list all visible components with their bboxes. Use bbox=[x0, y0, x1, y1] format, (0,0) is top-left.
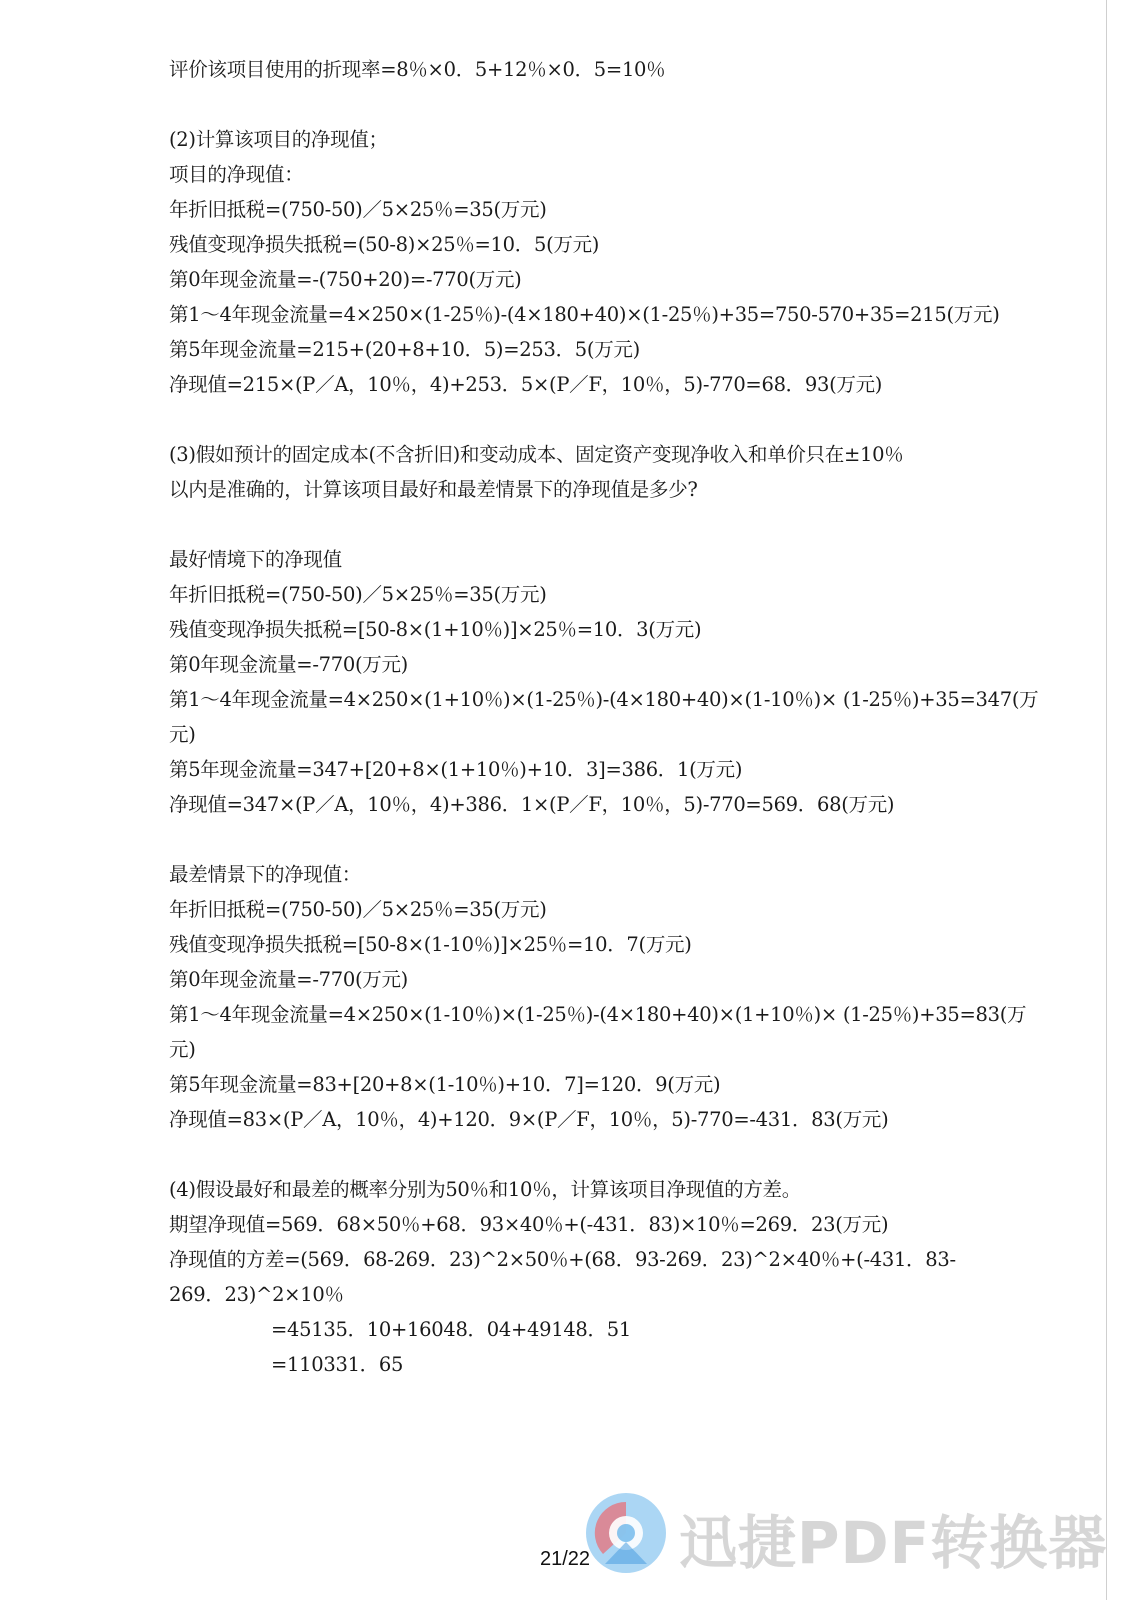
paragraph-gap bbox=[169, 822, 1009, 857]
text-line: 第5年现金流量=215+(20+8+10．5)=253．5(万元) bbox=[169, 338, 640, 361]
text-line: 第0年现金流量=-770(万元) bbox=[169, 653, 408, 676]
text-line: 净现值的方差=(569．68-269．23)^2×50％+(68．93-269．23)^2×40％+(-431．83- bbox=[169, 1248, 956, 1271]
text-line: 年折旧抵税=(750-50)／5×25％=35(万元) bbox=[169, 583, 547, 606]
text-line: 第0年现金流量=-770(万元) bbox=[169, 968, 408, 991]
text-line: 年折旧抵税=(750-50)／5×25％=35(万元) bbox=[169, 898, 547, 921]
text-line: 第1～4年现金流量=4×250×(1-10％)×(1-25％)-(4×180+40)×(1+10％)× (1-25％)+35=83(万 bbox=[169, 1003, 1027, 1026]
document-body bbox=[169, 52, 1039, 1382]
text-line: 净现值=215×(P／A，10％，4)+253．5×(P／F，10％，5)-770=68．93(万元) bbox=[169, 373, 883, 396]
paragraph-gap bbox=[169, 87, 1009, 122]
section-heading: (3)假如预计的固定成本(不含折旧)和变动成本、固定资产变现净收入和单价只在±10％ bbox=[169, 443, 904, 466]
text-line: 残值变现净损失抵税=(50-8)×25％=10．5(万元) bbox=[169, 233, 600, 256]
text-line: =45135．10+16048．04+49148．51 bbox=[271, 1318, 631, 1341]
text-line: 净现值=347×(P／A，10％，4)+386．1×(P／F，10％，5)-770=569．68(万元) bbox=[169, 793, 895, 816]
text-line: 第0年现金流量=-(750+20)=-770(万元) bbox=[169, 268, 522, 291]
section-heading: (2)计算该项目的净现值； bbox=[169, 128, 388, 151]
page-number: 21/22 bbox=[539, 1548, 591, 1570]
section-heading: (4)假设最好和最差的概率分别为50％和10％，计算该项目净现值的方差。 bbox=[169, 1178, 801, 1201]
text-line: 第1～4年现金流量=4×250×(1+10％)×(1-25％)-(4×180+40)×(1-10％)× (1-25％)+35=347(万 bbox=[169, 688, 1039, 711]
section-heading: 以内是准确的，计算该项目最好和最差情景下的净现值是多少? bbox=[169, 478, 698, 501]
text-line: 年折旧抵税=(750-50)／5×25％=35(万元) bbox=[169, 198, 547, 221]
text-line: =110331．65 bbox=[271, 1353, 404, 1376]
text-line: 元) bbox=[169, 1038, 196, 1061]
text-line: 期望净现值=569．68×50％+68．93×40％+(-431．83)×10％=269．23(万元) bbox=[169, 1213, 889, 1236]
text-line: 残值变现净损失抵税=[50-8×(1-10％)]×25％=10．7(万元) bbox=[169, 933, 692, 956]
text-line: 评价该项目使用的折现率=8％×0．5+12％×0．5=10％ bbox=[169, 58, 666, 81]
text-line: 元) bbox=[169, 723, 196, 746]
watermark-text: 迅捷PDF转换器 bbox=[679, 1509, 1108, 1577]
text-line: 残值变现净损失抵税=[50-8×(1+10％)]×25％=10．3(万元) bbox=[169, 618, 702, 641]
paragraph-gap bbox=[169, 1137, 1009, 1172]
text-line: 第5年现金流量=83+[20+8×(1-10％)+10．7]=120．9(万元) bbox=[169, 1073, 721, 1096]
paragraph-gap bbox=[169, 402, 1009, 437]
text-line: 净现值=83×(P／A，10％，4)+120．9×(P／F，10％，5)-770=-431．83(万元) bbox=[169, 1108, 889, 1131]
text-line: 第1～4年现金流量=4×250×(1-25％)-(4×180+40)×(1-25％)+35=750-570+35=215(万元) bbox=[169, 303, 1000, 326]
paragraph-gap bbox=[169, 507, 1009, 542]
text-line: 269．23)^2×10％ bbox=[169, 1283, 344, 1306]
subsection-title: 最好情境下的净现值 bbox=[169, 548, 342, 571]
text-line: 第5年现金流量=347+[20+8×(1+10％)+10．3]=386．1(万元) bbox=[169, 758, 743, 781]
subsection-title: 最差情景下的净现值： bbox=[169, 863, 362, 886]
text-line: 项目的净现值： bbox=[169, 163, 304, 186]
